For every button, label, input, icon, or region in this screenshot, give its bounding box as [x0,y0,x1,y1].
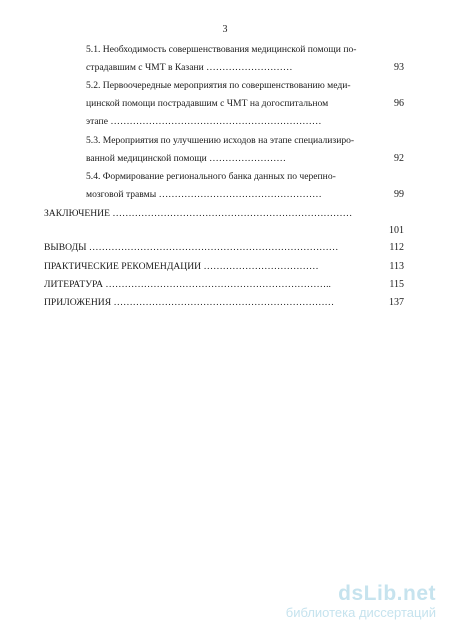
toc-page-recommendations: 113 [389,261,404,272]
toc-entry-5-3-line-1: 5.3. Мероприятия по улучшению исходов на этапе специализиро- [86,135,355,146]
toc-entry-5-2-line-2: цинской помощи пострадавшим с ЧМТ на догоспитальном [86,98,329,109]
toc-entry-recommendations: ПРАКТИЧЕСКИЕ РЕКОМЕНДАЦИИ ……………………………… [44,261,319,272]
toc-page-findings: 112 [389,242,404,253]
toc-entry-5-2-line-3: этапе ………………………………………………………… [86,116,322,127]
toc-entry-findings: ВЫВОДЫ …………………………………………………………………… [44,242,339,253]
toc-page-5-2: 96 [394,98,404,109]
toc-entry-5-2-line-1: 5.2. Первоочередные мероприятия по совершенствованию меди- [86,80,351,91]
toc-entry-5-1-line-2: страдавшим с ЧМТ в Казани ……………………… [86,62,293,73]
toc-entry-5-1-line-1: 5.1. Необходимость совершенствования медицинской помощи по- [86,44,357,55]
toc-page-5-4: 99 [394,189,404,200]
toc-page-appendices: 137 [389,297,404,308]
toc-page-5-3: 92 [394,153,404,164]
watermark [256,582,436,620]
toc-entry-conclusion: ЗАКЛЮЧЕНИЕ ………………………………………………………………… [44,208,353,219]
watermark-subtitle: библиотека диссертаций [285,605,436,620]
toc-page-literature: 115 [389,279,404,290]
toc-entry-5-4-line-2: мозговой травмы …………………………………………… [86,189,322,200]
toc-page-5-1: 93 [394,62,404,73]
toc-entry-5-3-line-2: ванной медицинской помощи …………………… [86,153,286,164]
toc-entry-literature: ЛИТЕРАТУРА …………………………………………………………….. [44,279,331,290]
page-number: 3 [222,24,228,35]
toc-page-conclusion: 101 [389,225,404,236]
watermark-brand: dsLib.net [338,582,436,605]
toc-entry-5-4-line-1: 5.4. Формирование регионального банка данных по черепно- [86,171,336,182]
toc-entry-appendices: ПРИЛОЖЕНИЯ …………………………………………………………… [44,297,335,308]
